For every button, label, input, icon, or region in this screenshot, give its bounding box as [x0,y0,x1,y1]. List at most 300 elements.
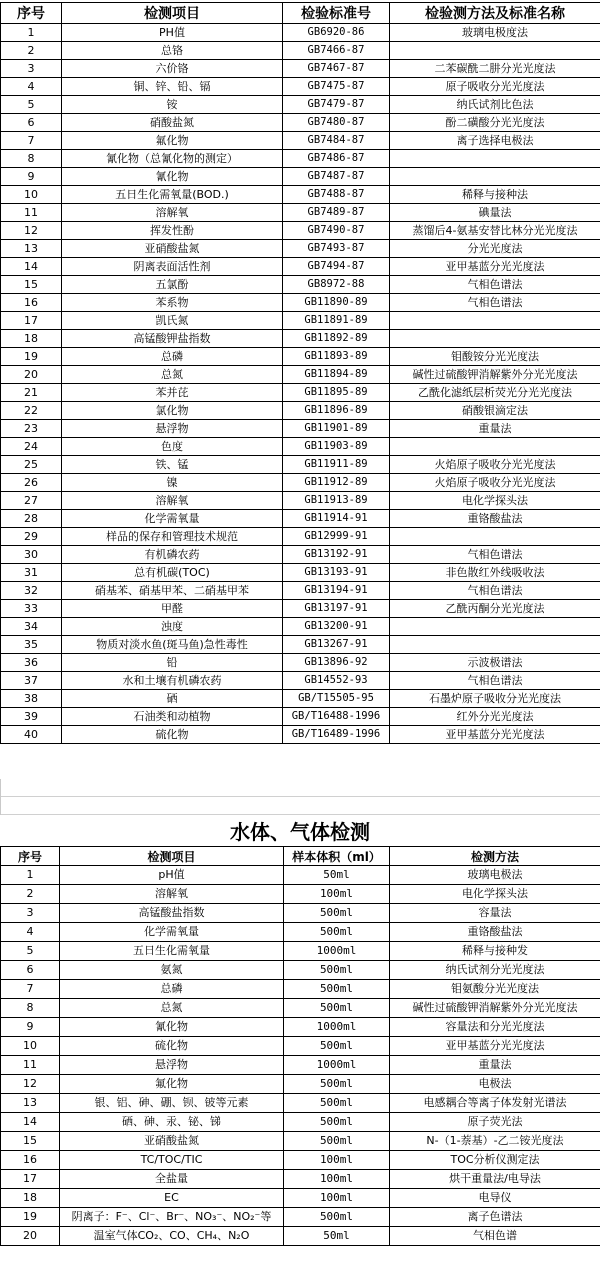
cell-method: 玻璃电极法 [390,866,600,885]
table-row [1,564,600,582]
cell-method [390,636,600,654]
cell-method: 亚甲基蓝分光光度法 [390,726,600,744]
cell-item: 苯并芘 [62,384,283,402]
cell-item: 阴离子：F⁻、Cl⁻、Br⁻、NO₃⁻、NO₂⁻等 [60,1208,284,1227]
cell-item: 硝酸盐氮 [62,114,283,132]
cell-index: 8 [1,999,60,1018]
table-row [1,980,600,999]
table-row [1,60,600,78]
cell-index: 31 [1,564,62,582]
cell-standard: GB7494-87 [283,258,390,276]
cell-standard: GB7479-87 [283,96,390,114]
cell-standard: GB7493-87 [283,240,390,258]
cell-volume: 500ml [284,999,390,1018]
table-row [1,999,600,1018]
col-header-method: 检测方法 [390,847,600,866]
cell-item: 阴离表面活性剂 [62,258,283,276]
cell-standard: GB/T15505-95 [283,690,390,708]
cell-item: 氰化物 [62,168,283,186]
table-row [1,42,600,60]
cell-standard: GB7486-87 [283,150,390,168]
cell-item: 铅 [62,654,283,672]
cell-standard: GB11896-89 [283,402,390,420]
table-row [1,258,600,276]
cell-index: 15 [1,1132,60,1151]
cell-method: 重铬酸盐法 [390,923,600,942]
cell-method: 气相色谱法 [390,582,600,600]
cell-index: 4 [1,923,60,942]
cell-item: 总磷 [60,980,284,999]
empty-row [1,797,600,815]
cell-method: 气相色谱法 [390,672,600,690]
cell-item: 氟化物 [62,132,283,150]
cell-index: 24 [1,438,62,456]
cell-item: 硝基苯、硝基甲苯、二硝基甲苯 [62,582,283,600]
cell-standard: GB/T16489-1996 [283,726,390,744]
water-gas-table-header [1,847,600,866]
cell-index: 28 [1,510,62,528]
cell-standard: GB7488-87 [283,186,390,204]
table-row [1,438,600,456]
cell-index: 3 [1,60,62,78]
cell-index: 18 [1,330,62,348]
cell-item: 全盐量 [60,1170,284,1189]
col-header-item: 检测项目 [62,3,283,24]
cell-index: 17 [1,312,62,330]
cell-index: 16 [1,1151,60,1170]
cell-method [390,150,600,168]
cell-standard: GB7475-87 [283,78,390,96]
cell-index: 32 [1,582,62,600]
cell-volume: 500ml [284,1132,390,1151]
cell-volume: 500ml [284,904,390,923]
cell-method: 亚甲基蓝分光光度法 [390,1037,600,1056]
cell-standard: GB8972-88 [283,276,390,294]
cell-item: 水和土壤有机磷农药 [62,672,283,690]
cell-item: 铵 [62,96,283,114]
cell-item: 有机磷农药 [62,546,283,564]
standards-table [0,2,600,744]
cell-index: 9 [1,1018,60,1037]
table-row [1,582,600,600]
cell-method: 二苯碳酰二肼分光光度法 [390,60,600,78]
cell-standard: GB11901-89 [283,420,390,438]
cell-item: TC/TOC/TIC [60,1151,284,1170]
cell-standard: GB7489-87 [283,204,390,222]
cell-item: 氯化物 [62,402,283,420]
cell-item: 总磷 [62,348,283,366]
cell-standard: GB7490-87 [283,222,390,240]
cell-standard: GB11891-89 [283,312,390,330]
cell-method [390,438,600,456]
cell-item: 凯氏氮 [62,312,283,330]
cell-index: 3 [1,904,60,923]
cell-volume: 500ml [284,1094,390,1113]
cell-index: 16 [1,294,62,312]
cell-item: 氨氮 [60,961,284,980]
cell-method: 气相色谱 [390,1227,600,1246]
cell-index: 13 [1,1094,60,1113]
cell-index: 8 [1,150,62,168]
table-row [1,546,600,564]
empty-sheet-rows [0,779,600,815]
cell-item: 铁、锰 [62,456,283,474]
cell-standard: GB11892-89 [283,330,390,348]
table-row [1,222,600,240]
table-row [1,474,600,492]
cell-item: 氰化物（总氰化物的测定） [62,150,283,168]
cell-method: 稀释与接种发 [390,942,600,961]
table-row [1,1056,600,1075]
cell-index: 13 [1,240,62,258]
cell-method: 亚甲基蓝分光光度法 [390,258,600,276]
cell-method: 硝酸银滴定法 [390,402,600,420]
cell-item: 高锰酸钾盐指数 [62,330,283,348]
cell-method: 钼氨酸分光光度法 [390,980,600,999]
table-row [1,330,600,348]
cell-index: 2 [1,885,60,904]
cell-index: 5 [1,942,60,961]
cell-standard: GB11890-89 [283,294,390,312]
cell-index: 4 [1,78,62,96]
cell-method [390,168,600,186]
cell-index: 30 [1,546,62,564]
col-header-item: 检测项目 [60,847,284,866]
cell-item: EC [60,1189,284,1208]
cell-standard: GB/T16488-1996 [283,708,390,726]
cell-index: 36 [1,654,62,672]
cell-index: 39 [1,708,62,726]
cell-volume: 500ml [284,1208,390,1227]
cell-method: 碱性过硫酸钾消解紫外分光光度法 [390,999,600,1018]
cell-standard: GB7487-87 [283,168,390,186]
cell-method [390,312,600,330]
cell-index: 11 [1,204,62,222]
table-row [1,1075,600,1094]
cell-standard: GB7480-87 [283,114,390,132]
cell-index: 38 [1,690,62,708]
cell-method: 酚二磺酸分光光度法 [390,114,600,132]
table-row [1,456,600,474]
cell-method: 烘干重量法/电导法 [390,1170,600,1189]
cell-method: 气相色谱法 [390,276,600,294]
cell-standard: GB13200-91 [283,618,390,636]
cell-standard: GB11913-89 [283,492,390,510]
cell-method: 乙酰丙酮分光光度法 [390,600,600,618]
table-row [1,150,600,168]
cell-standard: GB14552-93 [283,672,390,690]
table-row [1,708,600,726]
cell-volume: 500ml [284,1075,390,1094]
table-row [1,168,600,186]
cell-index: 23 [1,420,62,438]
cell-standard: GB12999-91 [283,528,390,546]
table-row [1,600,600,618]
cell-standard: GB7484-87 [283,132,390,150]
cell-method: 电极法 [390,1075,600,1094]
cell-standard: GB13194-91 [283,582,390,600]
cell-item: 硫化物 [60,1037,284,1056]
cell-method: 乙酰化滤纸层析荧光分光光度法 [390,384,600,402]
cell-volume: 500ml [284,961,390,980]
cell-standard: GB11895-89 [283,384,390,402]
cell-volume: 100ml [284,1189,390,1208]
cell-index: 35 [1,636,62,654]
cell-item: 色度 [62,438,283,456]
cell-index: 6 [1,961,60,980]
cell-method: N-（1-萘基）-乙二铵光度法 [390,1132,600,1151]
cell-method: 红外分光光度法 [390,708,600,726]
table-row [1,312,600,330]
cell-item: 铜、锌、铅、镉 [62,78,283,96]
cell-method [390,618,600,636]
cell-item: 物质对淡水鱼(斑马鱼)急性毒性 [62,636,283,654]
cell-standard: GB6920-86 [283,24,390,42]
cell-item: 总氮 [62,366,283,384]
cell-index: 1 [1,24,62,42]
cell-index: 10 [1,1037,60,1056]
cell-index: 19 [1,348,62,366]
cell-index: 17 [1,1170,60,1189]
table-row [1,654,600,672]
cell-standard: GB13197-91 [283,600,390,618]
table-row [1,904,600,923]
cell-index: 7 [1,132,62,150]
col-header-index: 序号 [1,847,60,866]
cell-index: 29 [1,528,62,546]
cell-standard: GB13896-92 [283,654,390,672]
cell-method: 纳氏试剂分光光度法 [390,961,600,980]
cell-item: 氟化物 [60,1075,284,1094]
cell-item: 银、铝、砷、硼、钡、铍等元素 [60,1094,284,1113]
cell-index: 34 [1,618,62,636]
table-row [1,492,600,510]
cell-method: 重铬酸盐法 [390,510,600,528]
table-row [1,366,600,384]
table-row [1,96,600,114]
cell-method: 钼酸铵分光光度法 [390,348,600,366]
cell-index: 21 [1,384,62,402]
cell-method [390,528,600,546]
cell-method: 火焰原子吸收分光光度法 [390,474,600,492]
col-header-index: 序号 [1,3,62,24]
cell-method: 碱性过硫酸钾消解紫外分光光度法 [390,366,600,384]
cell-index: 1 [1,866,60,885]
cell-standard: GB11903-89 [283,438,390,456]
table-row [1,942,600,961]
table-row [1,384,600,402]
cell-standard: GB11914-91 [283,510,390,528]
cell-index: 27 [1,492,62,510]
cell-item: 甲醛 [62,600,283,618]
table-row [1,961,600,980]
table-row [1,78,600,96]
table-row [1,1227,600,1246]
cell-index: 11 [1,1056,60,1075]
table-row [1,1189,600,1208]
cell-method [390,42,600,60]
cell-index: 12 [1,1075,60,1094]
table-row [1,726,600,744]
cell-volume: 500ml [284,923,390,942]
table-row [1,690,600,708]
cell-volume: 500ml [284,1037,390,1056]
table-row [1,420,600,438]
table-row [1,186,600,204]
table-row [1,1151,600,1170]
table-row [1,1208,600,1227]
cell-index: 20 [1,366,62,384]
water-gas-table [0,846,600,1246]
table-row [1,24,600,42]
cell-method: 容量法 [390,904,600,923]
cell-item: 高锰酸盐指数 [60,904,284,923]
standards-table-header [1,3,600,24]
cell-method: 电化学探头法 [390,492,600,510]
table-row [1,866,600,885]
cell-item: 总有机碳(TOC) [62,564,283,582]
table-row [1,348,600,366]
cell-method: 气相色谱法 [390,294,600,312]
cell-index: 26 [1,474,62,492]
cell-item: 六价铬 [62,60,283,78]
cell-method: 离子色谱法 [390,1208,600,1227]
cell-item: pH值 [60,866,284,885]
cell-item: 硫化物 [62,726,283,744]
cell-item: 硒、砷、汞、铋、锑 [60,1113,284,1132]
cell-standard: GB11894-89 [283,366,390,384]
table-row [1,402,600,420]
cell-volume: 500ml [284,980,390,999]
cell-method: 电导仪 [390,1189,600,1208]
section-title: 水体、气体检测 [230,820,370,844]
cell-item: 硒 [62,690,283,708]
cell-item: 亚硝酸盐氮 [60,1132,284,1151]
cell-standard: GB7467-87 [283,60,390,78]
cell-method: 稀释与接种法 [390,186,600,204]
cell-method: 石墨炉原子吸收分光光度法 [390,690,600,708]
cell-item: 镍 [62,474,283,492]
cell-method: 原子吸收分光光度法 [390,78,600,96]
empty-row [1,779,600,797]
cell-standard: GB7466-87 [283,42,390,60]
cell-method: 玻璃电极度法 [390,24,600,42]
cell-item: 溶解氧 [62,204,283,222]
cell-method: 重量法 [390,1056,600,1075]
cell-volume: 50ml [284,866,390,885]
cell-method: 纳氏试剂比色法 [390,96,600,114]
cell-item: 温室气体CO₂、CO、CH₄、N₂O [60,1227,284,1246]
cell-item: 亚硝酸盐氮 [62,240,283,258]
table-row [1,276,600,294]
cell-method: 分光光度法 [390,240,600,258]
table-row [1,618,600,636]
table-row [1,923,600,942]
cell-item: 五日生化需氧量 [60,942,284,961]
cell-item: 石油类和动植物 [62,708,283,726]
cell-method: 电感耦合等离子体发射光谱法 [390,1094,600,1113]
table-row [1,510,600,528]
table-row [1,1113,600,1132]
cell-index: 12 [1,222,62,240]
cell-item: 悬浮物 [60,1056,284,1075]
cell-standard: GB11893-89 [283,348,390,366]
table-row [1,114,600,132]
cell-item: 挥发性酚 [62,222,283,240]
cell-index: 33 [1,600,62,618]
cell-index: 10 [1,186,62,204]
cell-item: 浊度 [62,618,283,636]
table-row [1,204,600,222]
cell-index: 20 [1,1227,60,1246]
cell-method: 碘量法 [390,204,600,222]
cell-item: 样品的保存和管理技术规范 [62,528,283,546]
cell-standard: GB13193-91 [283,564,390,582]
table-row [1,1018,600,1037]
cell-method: 离子选择电极法 [390,132,600,150]
cell-item: 总氮 [60,999,284,1018]
cell-method: 示波极谱法 [390,654,600,672]
cell-volume: 50ml [284,1227,390,1246]
cell-method: 气相色谱法 [390,546,600,564]
cell-index: 18 [1,1189,60,1208]
cell-index: 40 [1,726,62,744]
cell-item: 氰化物 [60,1018,284,1037]
cell-index: 14 [1,258,62,276]
cell-standard: GB13192-91 [283,546,390,564]
cell-item: 化学需氧量 [60,923,284,942]
cell-item: 溶解氧 [60,885,284,904]
table-row [1,1132,600,1151]
col-header-volume: 样本体积（ml） [284,847,390,866]
cell-index: 25 [1,456,62,474]
cell-method: TOC分析仪测定法 [390,1151,600,1170]
cell-index: 22 [1,402,62,420]
cell-index: 7 [1,980,60,999]
cell-item: 悬浮物 [62,420,283,438]
cell-index: 5 [1,96,62,114]
cell-item: 化学需氧量 [62,510,283,528]
cell-volume: 1000ml [284,942,390,961]
cell-item: PH值 [62,24,283,42]
cell-standard: GB11912-89 [283,474,390,492]
table-row [1,1094,600,1113]
table-row [1,672,600,690]
cell-volume: 500ml [284,1113,390,1132]
cell-item: 五日生化需氧量(BOD.) [62,186,283,204]
cell-item: 五氯酚 [62,276,283,294]
col-header-standard: 检验标准号 [283,3,390,24]
table-row [1,636,600,654]
table-row [1,528,600,546]
cell-item: 溶解氧 [62,492,283,510]
cell-item: 总铬 [62,42,283,60]
table-row [1,132,600,150]
cell-index: 2 [1,42,62,60]
cell-method: 重量法 [390,420,600,438]
cell-method: 电化学探头法 [390,885,600,904]
cell-volume: 100ml [284,1170,390,1189]
cell-index: 6 [1,114,62,132]
cell-index: 14 [1,1113,60,1132]
cell-item: 苯系物 [62,294,283,312]
cell-index: 37 [1,672,62,690]
cell-method: 火焰原子吸收分光光度法 [390,456,600,474]
table-row [1,1170,600,1189]
cell-method: 蒸馏后4-氨基安替比林分光光度法 [390,222,600,240]
cell-method: 非色散红外线吸收法 [390,564,600,582]
cell-standard: GB13267-91 [283,636,390,654]
